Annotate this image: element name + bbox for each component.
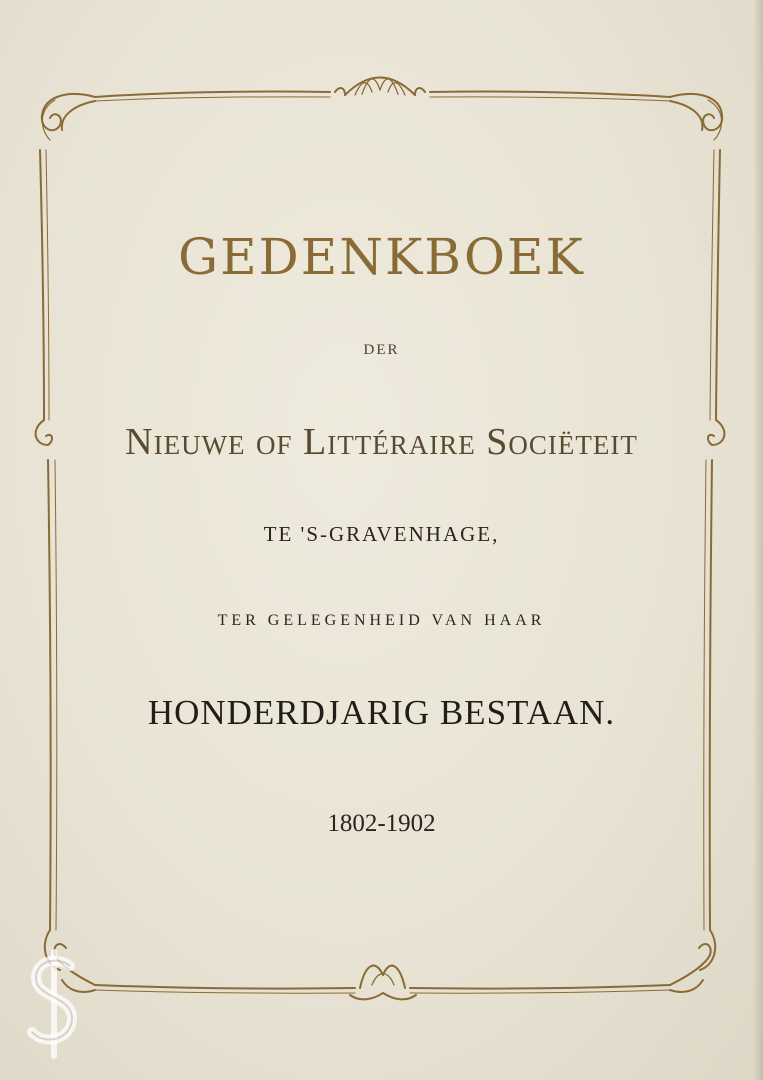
dollar-s-logo-icon xyxy=(18,948,90,1060)
year-range: 1802-1902 xyxy=(327,810,436,837)
place-line: TE 'S-GRAVENHAGE, xyxy=(263,522,500,546)
cover-der: DER xyxy=(363,342,400,358)
society-name: Nieuwe of Littéraire Sociëteit xyxy=(125,421,638,463)
page-edge-shadow xyxy=(753,0,763,1080)
centenary-line: HONDERDJARIG BESTAAN. xyxy=(147,693,616,732)
occasion-line: TER GELEGENHEID VAN HAAR xyxy=(217,612,546,629)
cover-title: GEDENKBOEK xyxy=(178,228,585,286)
